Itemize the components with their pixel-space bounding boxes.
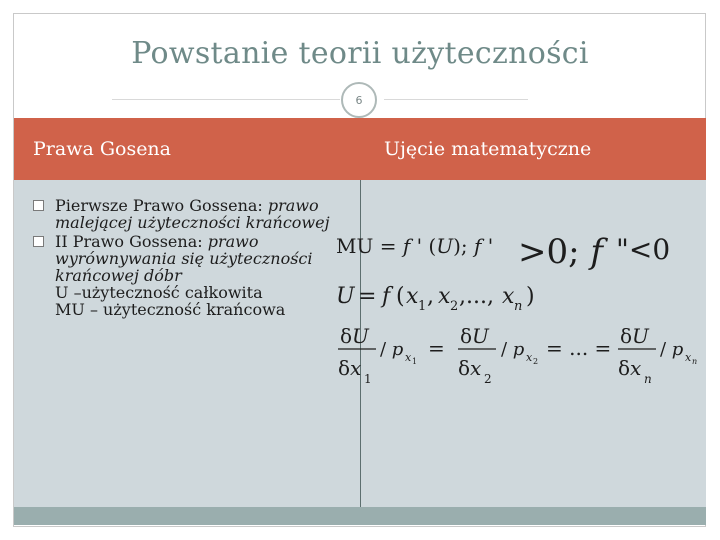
footer-band bbox=[14, 507, 706, 525]
svg-text:/ p: / p bbox=[380, 339, 404, 360]
svg-text:,...,: ,..., bbox=[459, 284, 494, 309]
svg-text:x: x bbox=[502, 284, 515, 309]
svg-text:δx: δx bbox=[338, 356, 362, 380]
note-total-utility: U –użyteczność całkowita bbox=[55, 283, 263, 302]
formula-equimarginal bbox=[338, 324, 697, 386]
svg-text:(: ( bbox=[396, 284, 405, 309]
svg-text:x: x bbox=[526, 351, 533, 364]
svg-text:δU: δU bbox=[620, 324, 649, 348]
svg-text:x: x bbox=[405, 351, 412, 364]
svg-text:=: = bbox=[358, 284, 377, 309]
svg-text:>0; f: >0; f bbox=[518, 232, 603, 272]
svg-text:δU: δU bbox=[340, 324, 369, 348]
svg-text:= ... =: = ... = bbox=[546, 336, 612, 360]
svg-text:2: 2 bbox=[484, 372, 492, 386]
note-marginal-utility: MU – użyteczność krańcowa bbox=[55, 300, 286, 319]
math-formulas bbox=[336, 215, 706, 400]
svg-text:1: 1 bbox=[412, 357, 418, 366]
svg-text:MU = f ' (U); f ': MU = f ' (U); f ' bbox=[336, 234, 494, 258]
svg-text:): ) bbox=[526, 284, 535, 309]
svg-text:n: n bbox=[692, 357, 698, 366]
svg-text:δU: δU bbox=[460, 324, 489, 348]
svg-text:x: x bbox=[406, 284, 419, 309]
svg-text:,: , bbox=[427, 284, 434, 309]
svg-text:n: n bbox=[644, 372, 652, 386]
formula-marginal-utility bbox=[336, 232, 670, 272]
title-rule-right bbox=[384, 99, 528, 100]
item-emphasis: prawo wyrównywania się użyteczności krańcowej dóbr bbox=[55, 232, 313, 285]
svg-text:δx: δx bbox=[618, 356, 642, 380]
svg-text:=: = bbox=[428, 336, 445, 360]
item-emphasis: prawo malejącej użyteczności krańcowej bbox=[55, 196, 330, 232]
formula-utility-function bbox=[336, 284, 535, 314]
svg-text:δx: δx bbox=[458, 356, 482, 380]
svg-text:x: x bbox=[685, 351, 692, 364]
item-prefix: Pierwsze Prawo Gossena: bbox=[55, 196, 268, 215]
left-column-heading: Prawa Gosena bbox=[33, 138, 172, 160]
svg-text:x: x bbox=[438, 284, 451, 309]
svg-text:U: U bbox=[336, 284, 355, 309]
svg-text:"<0: "<0 bbox=[616, 233, 671, 266]
title-rule-left bbox=[112, 99, 340, 100]
list-item bbox=[33, 233, 353, 284]
checkbox-bullet-icon bbox=[33, 236, 44, 247]
svg-text:2: 2 bbox=[450, 299, 459, 314]
svg-text:f: f bbox=[382, 284, 391, 309]
item-prefix: II Prawo Gossena: bbox=[55, 232, 208, 251]
checkbox-bullet-icon bbox=[33, 200, 44, 211]
svg-text:2: 2 bbox=[533, 357, 539, 366]
svg-text:n: n bbox=[514, 299, 523, 314]
slide-title: Powstanie teorii użyteczności bbox=[131, 36, 589, 71]
svg-text:1: 1 bbox=[418, 299, 427, 314]
svg-text:/ p: / p bbox=[660, 339, 684, 360]
gossen-laws-list bbox=[33, 197, 353, 318]
right-column-heading: Ujęcie matematyczne bbox=[384, 138, 592, 160]
page-number: 6 bbox=[341, 82, 377, 118]
svg-text:1: 1 bbox=[364, 372, 372, 386]
svg-text:/ p: / p bbox=[501, 339, 525, 360]
list-item bbox=[33, 197, 353, 231]
